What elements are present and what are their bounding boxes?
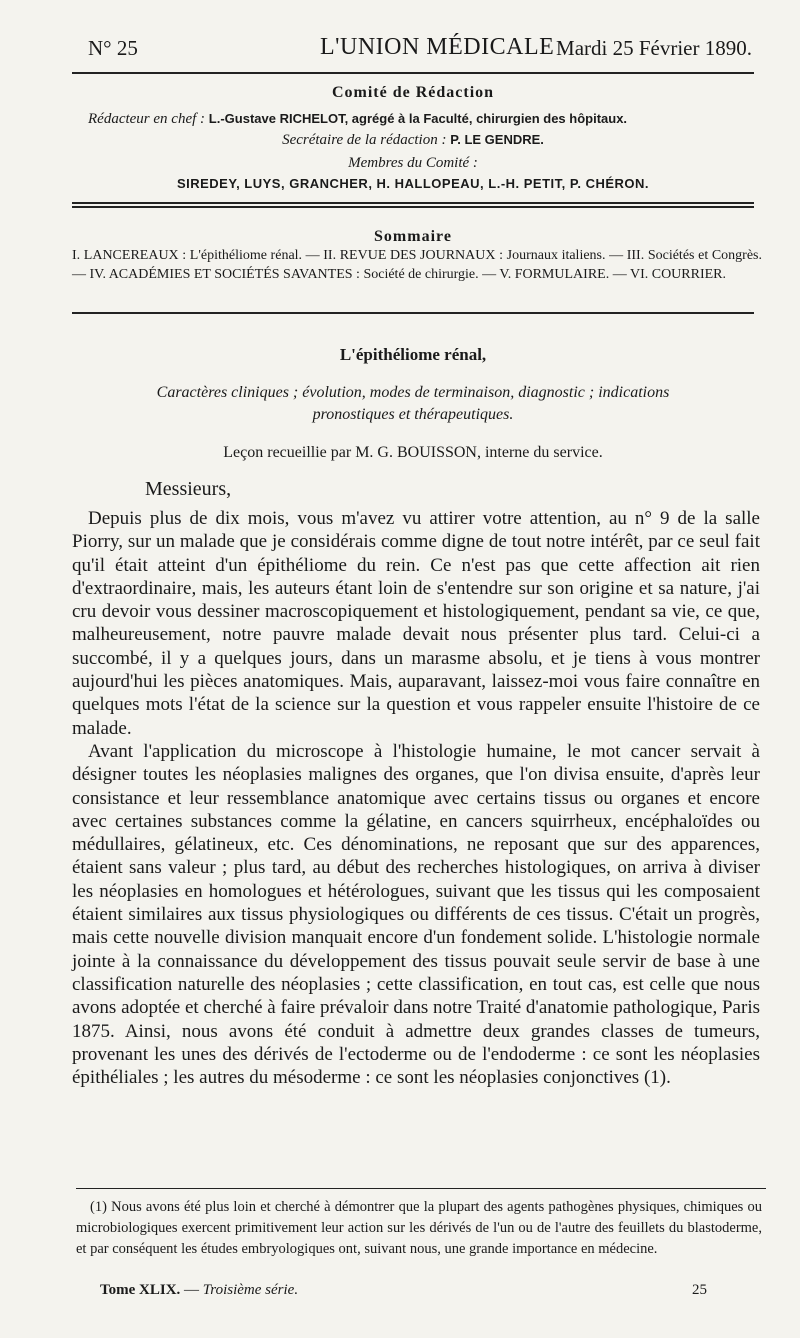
issue-number: N° 25 (88, 36, 138, 60)
secretary-label: Secrétaire de la rédaction : (282, 132, 447, 148)
page-header (88, 32, 752, 72)
editor-in-chief (88, 111, 627, 128)
subtitle-line-2: pronostiques et thérapeutiques. (312, 406, 514, 423)
serie: Troisième série. (202, 1282, 299, 1298)
chief-label: Rédacteur en chef : (88, 111, 206, 127)
footer-separator: — (180, 1282, 203, 1298)
sommaire-title: Sommaire (374, 228, 452, 245)
committee-members: SIREDEY, LUYS, GRANCHER, H. HALLOPEAU, L.-H. PETIT, P. CHÉRON. (176, 176, 650, 191)
subtitle-line-1: Caractères cliniques ; évolution, modes de terminaison, diagnostic ; indications (156, 384, 670, 401)
lecon-credit: Leçon recueillie par M. G. BOUISSON, interne du service. (223, 444, 603, 461)
secretary (72, 132, 754, 149)
issue-date: Mardi 25 Février 1890. (556, 36, 752, 60)
sommaire-rule (72, 312, 754, 314)
header-rule (72, 72, 754, 74)
paragraph: Avant l'application du microscope à l'histologie humaine, le mot cancer servait à désigner toutes les néoplasies malignes des organes, que l'on divisa ensuite, d'après leur consistance et leur ressemblance anatomique avec certains tissus ou organes et encore avec certaines substances comme la gélatine, en cancers squirrheux, encéphaloïdes ou médullaires, gélatineux, etc. Ces dénominations, ne reposant que sur des apparences, étaient sans valeur ; plus tard, au début des recherches histologiques, on arriva à diviser les néoplasies en homologues et hétérologues, suivant que les tissus qui les composaient étaient similaires aux tissus physiologiques ou différents de ces tissus. C'était un progrès, mais cette nouvelle division manquait encore d'un fondement solide. L'histologie normale jointe à la connaissance du développement des tissus pouvait seule servir de base à une classification naturelle des néoplasies ; cette classification, en tout cas, est celle que nous avons adoptée et cherché à faire prévaloir dans notre Traité d'anatomie pathologique, Paris 1875. Ainsi, nous avons été conduit à admettre deux grandes classes de tumeurs, provenant les unes des dérivés de l'ectoderme ou de l'endoderme : ce sont les néoplasies épithéliales ; les autres du mésoderme : ce sont les néoplasies conjonctives (1). (72, 740, 760, 1089)
members-label: Membres du Comité : (348, 155, 478, 171)
committee-rule-top (72, 202, 754, 204)
sommaire-text: I. LANCEREAUX : L'épithéliome rénal. — II. REVUE DES JOURNAUX : Journaux italiens. — III. Sociétés et Congrès. — IV. ACADÉMIES ET SOCIÉTÉS SAVANTES : Société de chirurgie. — V. FORMULAIRE. — VI. COURRIER. (72, 248, 762, 282)
footnote: (1) Nous avons été plus loin et cherché à démontrer que la plupart des agents pathogènes physiques, chimiques ou microbiologiques exercent primitivement leur action sur les dérivés de l'un ou de l'autre des feuillets du blastoderme, et par conséquent les études embryologiques ont, suivant nous, une grande importance en médecine. (76, 1199, 762, 1257)
page-number: 25 (692, 1282, 707, 1298)
article-body (72, 507, 760, 1089)
article-subtitle (72, 382, 754, 426)
committee-title: Comité de Rédaction (331, 84, 495, 101)
article-title: L'épithéliome rénal, (339, 345, 487, 364)
journal-title: L'UNION MÉDICALE (320, 34, 555, 60)
paragraph: Depuis plus de dix mois, vous m'avez vu attirer votre attention, au n° 9 de la salle Piorry, sur un malade que je considérais comme digne de tout notre intérêt, par ce seul fait qu'il était atteint d'un épithéliome du rein. Ce n'est pas que cette affection ait rien d'extraordinaire, mais, les auteurs étant loin de s'entendre sur son origine et sa nature, j'ai cru devoir vous dessiner macroscopiquement et histologiquement, pendant sa vie, ce que, malheureusement, notre pauvre malade devait nous présenter plus tard. Celui-ci a succombé, il y a quelques jours, dans un marasme absolu, et je tiens à vous montrer aujourd'hui les pièces anatomiques. Mais, auparavant, laissez-moi vous faire connaître en quelques mots l'état de la science sur la question et vous rappeler ensuite l'histoire de ce malade. (72, 508, 760, 739)
salutation: Messieurs, (145, 478, 232, 500)
page-footer (100, 1282, 298, 1299)
footnote-rule (76, 1188, 766, 1189)
chief-value: L.-Gustave RICHELOT, agrégé à la Faculté, chirurgien des hôpitaux. (208, 111, 628, 126)
secretary-value: P. LE GENDRE. (450, 132, 544, 147)
committee-rule-bottom (72, 206, 754, 208)
tome: Tome XLIX. (100, 1282, 181, 1298)
